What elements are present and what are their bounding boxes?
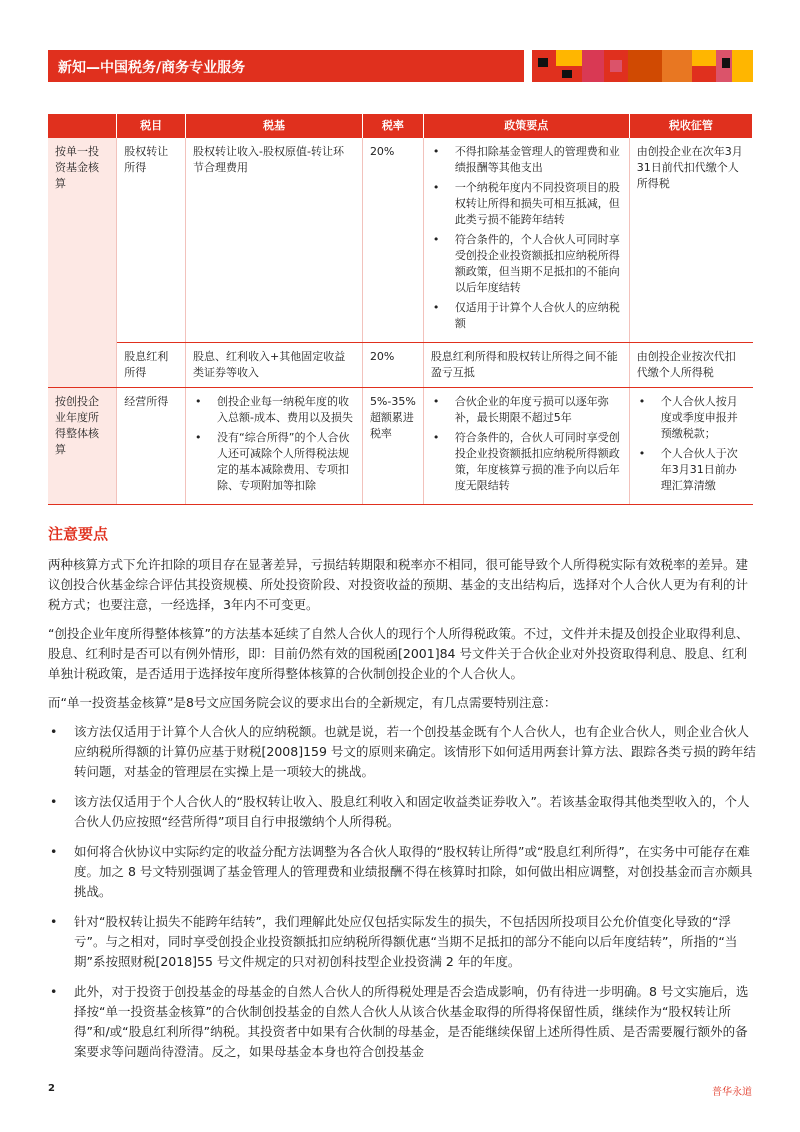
section-title: 注意要点	[48, 525, 109, 543]
list-item: • 不得扣除基金管理人的管理费和业绩报酬等其他支出	[431, 144, 622, 176]
rate-cell: 5%-35%超额累进税率	[362, 388, 423, 505]
points-cell	[423, 388, 629, 505]
points-cell	[423, 138, 629, 343]
list-item: • 个人合伙人于次年3月31日前办理汇算清缴	[637, 446, 746, 494]
header-bar	[48, 50, 524, 82]
header-title: 新知—中国税务/商务专业服务	[58, 60, 246, 76]
header-cell-admin: 税收征管	[629, 114, 752, 138]
list-item: • 创投企业每一纳税年度的收入总额-成本、费用以及损失	[193, 394, 355, 426]
notes-body	[48, 555, 758, 1072]
table-row	[48, 388, 753, 505]
method-cell: 按创投企业年度所得整体核算	[48, 388, 117, 505]
admin-cell	[629, 388, 752, 505]
paragraph: “创投企业年度所得整体核算”的方法基本延续了自然人合伙人的现行个人所得税政策。不过，文件并未提及创投企业取得利息、股息、红利时是否可以有例外情形，即：目前仍然有效的国税函[2001]84 号文件关于合伙企业对外投资取得利息、股息、红利单独计税政策，是否适用于选择按年度所得整体核算的合伙制创投企业的个人合伙人。	[48, 626, 749, 681]
list-item: • 仅适用于计算个人合伙人的应纳税额	[431, 300, 622, 332]
table-header-row	[48, 114, 753, 138]
paragraph: 而“单一投资基金核算”是8号文应国务院会议的要求出台的全新规定，有几点需要特别注意：	[48, 695, 557, 710]
table-row	[48, 138, 753, 343]
list-item: • 合伙企业的年度亏损可以逐年弥补，最长期限不超过5年	[431, 394, 622, 426]
list-item: • 符合条件的，个人合伙人可同时享受创投企业投资额抵扣应纳税所得额政策，但当期不足抵扣的不能向以后年度结转	[431, 232, 622, 296]
item-cell: 经营所得	[117, 388, 186, 505]
base-cell: 股权转让收入-股权原值-转让环节合理费用	[186, 138, 363, 343]
table-row	[48, 343, 753, 388]
base-cell: 股息、红利收入+其他固定收益类证券等收入	[186, 343, 363, 388]
brand-name: 普华永道	[712, 1087, 752, 1098]
list-item: • 该方法仅适用于计算个人合伙人的应纳税额。也就是说，若一个创投基金既有个人合伙人，也有企业合伙人，则企业合伙人应纳税所得额的计算仍应基于财税[2008]159 号文的原则来确定。该情形下如何适用两套计算方法、跟踪各类亏损的跨年结转问题，对基金的管理层在实操上是一项较大的挑战。	[48, 722, 758, 782]
header-cell-points: 政策要点	[423, 114, 629, 138]
rate-cell: 20%	[362, 138, 423, 343]
list-item: • 符合条件的，合伙人可同时享受创投企业投资额抵扣应纳税所得额政策，年度核算亏损的准予向以后年度无限结转	[431, 430, 622, 494]
tax-table	[48, 114, 753, 505]
admin-cell: 由创投企业在次年3月31日前代扣代缴个人所得税	[629, 138, 752, 343]
header-cell-item: 税目	[117, 114, 186, 138]
rate-cell: 20%	[362, 343, 423, 388]
list-item: • 此外，对于投资于创投基金的母基金的自然人合伙人的所得税处理是否会造成影响，仍有待进一步明确。8 号文实施后，选择按“单一投资基金核算”的合伙制创投基金的自然人合伙人从该合伙基金取得的所得将保留性质，继续作为“股权转让所得”和/或“股息红利所得”纳税。其投资者中如果有合伙制的母基金，是否能继续保留上述所得性质、是否需要履行额外的备案要求等问题尚待澄清。反之，如果母基金本身也符合创投基金	[48, 982, 758, 1062]
list-item: • 如何将合伙协议中实际约定的收益分配方法调整为各合伙人取得的“股权转让所得”或“股息红利所得”，在实务中可能存在难度。加之 8 号文特别强调了基金管理人的管理费和业绩报酬不得在核算时扣除，如何做出相应调整，对创投基金而言亦颇具挑战。	[48, 842, 758, 902]
header-cell-base: 税基	[186, 114, 363, 138]
page-number: 2	[48, 1083, 55, 1094]
list-item: • 该方法仅适用于个人合伙人的“股权转让收入、股息红利收入和固定收益类证券收入”。若该基金取得其他类型收入的，个人合伙人仍应按照“经营所得”项目自行申报缴纳个人所得税。	[48, 792, 758, 832]
list-item: • 个人合伙人按月度或季度申报并预缴税款；	[637, 394, 746, 442]
decorative-mosaic	[532, 50, 753, 82]
points-cell: 股息红利所得和股权转让所得之间不能盈亏互抵	[423, 343, 629, 388]
base-cell	[186, 388, 363, 505]
item-cell: 股息红利所得	[117, 343, 186, 388]
item-cell: 股权转让所得	[117, 138, 186, 343]
header-cell-rate: 税率	[362, 114, 423, 138]
list-item: • 针对“股权转让损失不能跨年结转”，我们理解此处应仅包括实际发生的损失，不包括因所投项目公允价值变化导致的“浮亏”。与之相对，同时享受创投企业投资额抵扣应纳税所得额优惠“当期不足抵扣的部分不能向以后年度结转”，所指的“当期”系按照财税[2018]55 号文件规定的只对初创科技型企业投资满 2 年的年度。	[48, 912, 758, 972]
header-cell-blank	[48, 114, 117, 138]
method-cell: 按单一投资基金核算	[48, 138, 117, 388]
notes-list	[48, 722, 758, 1062]
paragraph: 两种核算方式下允许扣除的项目存在显著差异，亏损结转期限和税率亦不相同，很可能导致个人所得税实际有效税率的差异。建议创投合伙基金综合评估其投资规模、所处投资阶段、对投资收益的预期、基金的支出结构后，选择对个人合伙人更为有利的计税方式；也要注意，一经选择，3年内不可变更。	[48, 557, 749, 612]
list-item: • 没有“综合所得”的个人合伙人还可减除个人所得税法规定的基本减除费用、专项扣除、专项附加等扣除	[193, 430, 355, 494]
admin-cell: 由创投企业按次代扣代缴个人所得税	[629, 343, 752, 388]
list-item: • 一个纳税年度内不同投资项目的股权转让所得和损失可相互抵减，但此类亏损不能跨年结转	[431, 180, 622, 228]
